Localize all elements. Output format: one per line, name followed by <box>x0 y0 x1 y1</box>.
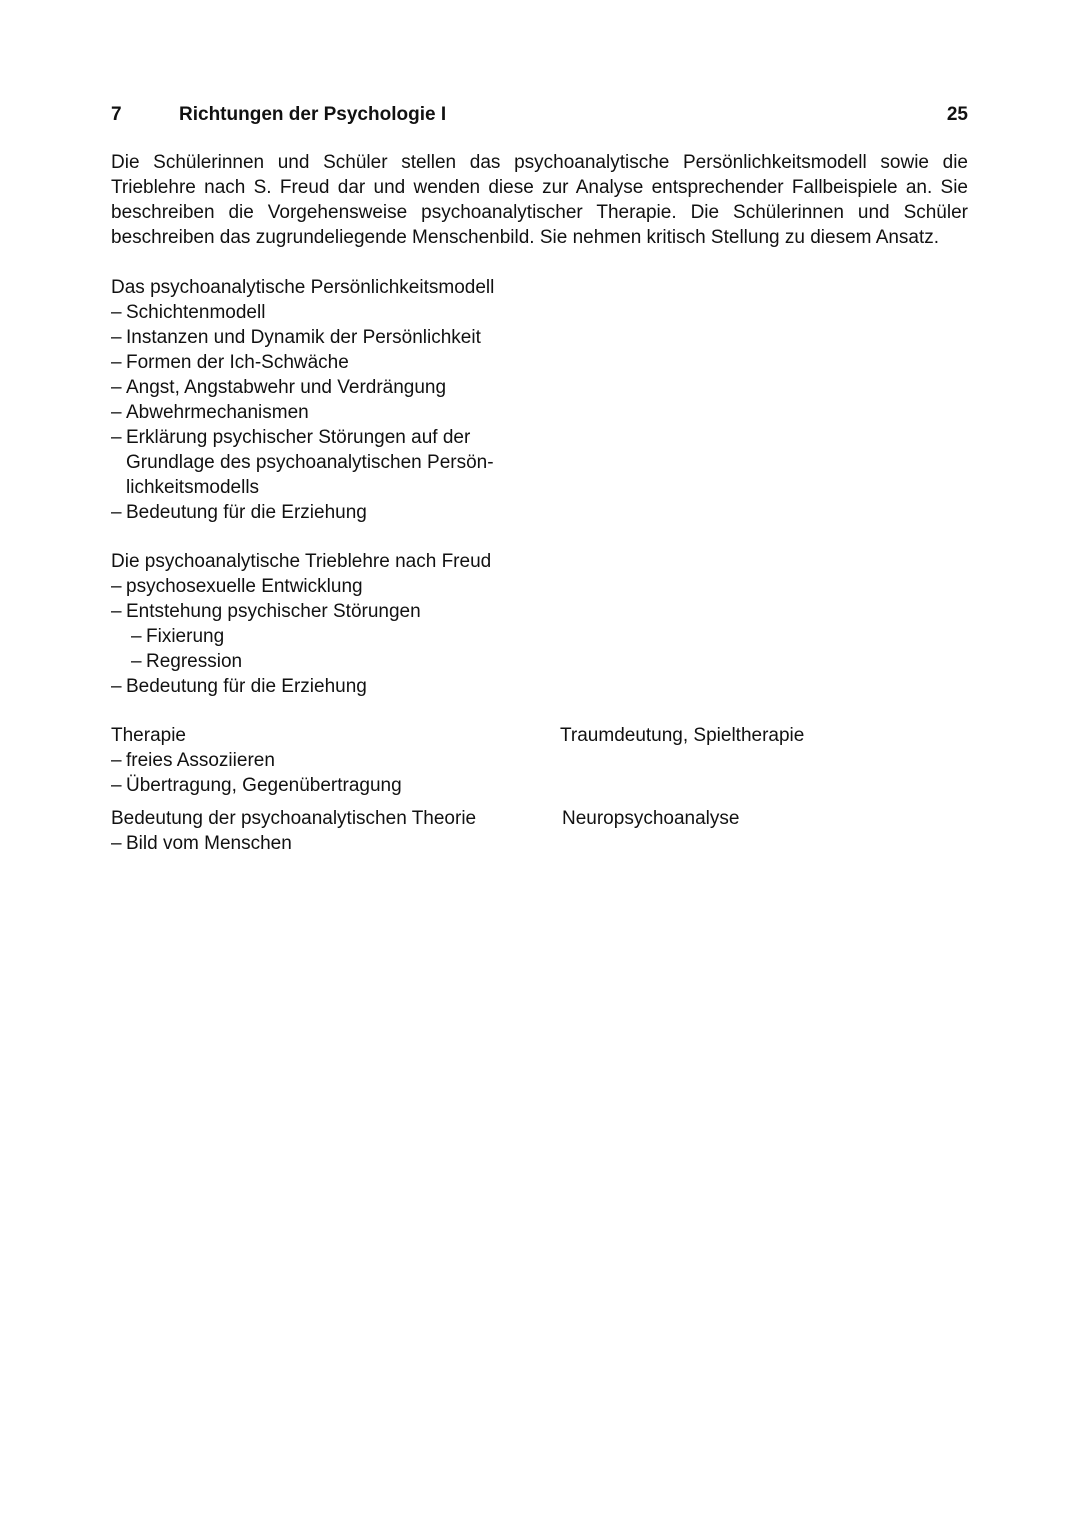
list-item: – Übertragung, Gegenübertragung <box>111 773 402 798</box>
section-heading: Das psychoanalytische Persönlichkeitsmodell <box>111 277 495 298</box>
section-significance <box>111 806 476 856</box>
list-item: – Instanzen und Dynamik der Persönlichkeit <box>111 325 509 350</box>
sub-list-item: – Regression <box>131 649 491 674</box>
section-heading: Therapie <box>111 725 186 746</box>
therapy-side-note: Traumdeutung, Spieltherapie <box>560 725 805 746</box>
bullet-list <box>111 748 402 798</box>
list-item: – Erklärung psychischer Störungen auf der Grundlage des psychoanalytischen Persön- lichkeitsmodells <box>111 425 509 500</box>
chapter-title: Richtungen der Psychologie I <box>179 104 447 125</box>
list-item: – Formen der Ich-Schwäche <box>111 350 509 375</box>
significance-side-note: Neuropsychoanalyse <box>562 808 740 829</box>
section-personality-model <box>111 275 509 525</box>
list-item: – Bild vom Menschen <box>111 831 476 856</box>
list-item: – Angst, Angstabwehr und Verdrängung <box>111 375 509 400</box>
list-item <box>111 599 491 674</box>
bullet-list <box>111 831 476 856</box>
section-therapy <box>111 723 402 798</box>
intro-paragraph: Die Schülerinnen und Schüler stellen das psychoanalytische Persönlichkeitsmodell sowie die Trieblehre nach S. Freud dar und wenden diese zur Analyse entsprechender Fallbeispiele an. Sie beschreiben die Vorgehensweise psychoanalytischer Therapie. Die Schülerinnen und Schüler beschreiben das zugrundeliegende Menschenbild. Sie nehmen kritisch Stellung zu diesem Ansatz. <box>111 152 968 248</box>
section-heading: Die psychoanalytische Trieblehre nach Freud <box>111 551 492 572</box>
bullet-list <box>111 574 491 699</box>
page-header <box>111 101 968 129</box>
page-number: 25 <box>946 104 968 125</box>
sub-list-item: – Fixierung <box>131 624 491 649</box>
list-item: – Schichtenmodell <box>111 300 509 325</box>
section-heading: Bedeutung der psychoanalytischen Theorie <box>111 808 477 829</box>
list-item: – Abwehrmechanismen <box>111 400 509 425</box>
bullet-list <box>111 300 509 525</box>
list-item-label: Entstehung psychischer Störungen <box>126 601 421 622</box>
list-item: – Bedeutung für die Erziehung <box>111 674 491 699</box>
sub-list <box>126 624 491 674</box>
chapter-number: 7 <box>111 104 122 125</box>
list-item: – Bedeutung für die Erziehung <box>111 500 509 525</box>
list-item: – psychosexuelle Entwicklung <box>111 574 491 599</box>
list-item: – freies Assoziieren <box>111 748 402 773</box>
section-drive-theory <box>111 549 491 699</box>
